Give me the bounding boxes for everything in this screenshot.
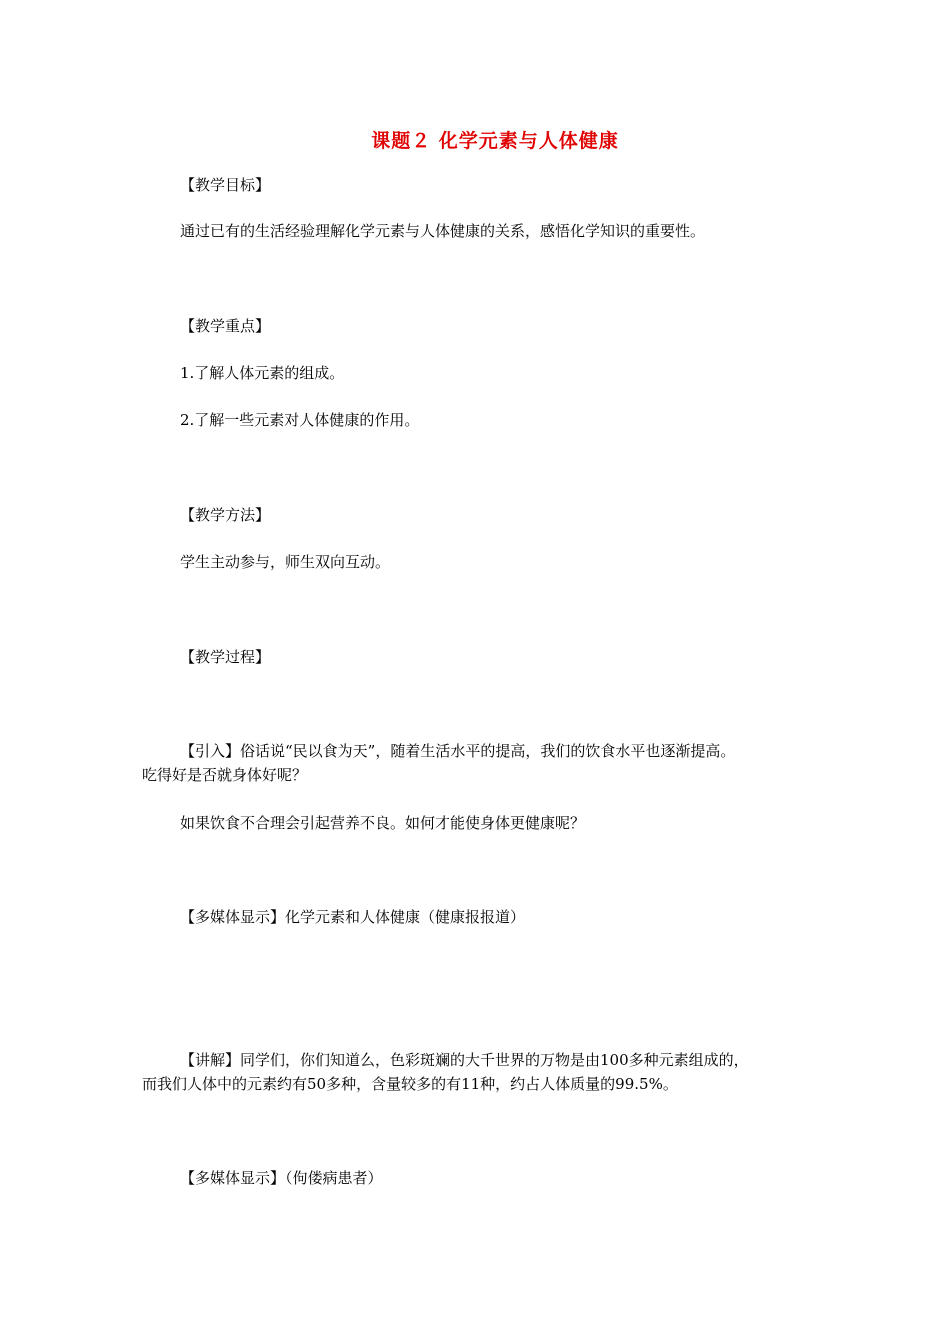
heading-process: 【教学过程】 bbox=[180, 648, 271, 666]
methods-text: 学生主动参与，师生双向互动。 bbox=[180, 553, 391, 571]
multimedia-display-2: 【多媒体显示】（佝偻病患者） bbox=[180, 1169, 383, 1187]
multimedia-display-1: 【多媒体显示】化学元素和人体健康（健康报报道） bbox=[180, 908, 526, 926]
explanation-line1: 【讲解】同学们，你们知道么，色彩斑斓的大千世界的万物是由100多种元素组成的， bbox=[180, 1051, 749, 1069]
explanation-line2: 而我们人体中的元素约有50多种，含量较多的有11种，约占人体质量的99.5%。 bbox=[142, 1075, 678, 1093]
objectives-text: 通过已有的生活经验理解化学元素与人体健康的关系，感悟化学知识的重要性。 bbox=[180, 222, 706, 240]
key-point-1: 1.了解人体元素的组成。 bbox=[180, 364, 345, 382]
intro-paragraph-line1: 【引入】俗话说“民以食为天”，随着生活水平的提高，我们的饮食水平也逐渐提高。 bbox=[180, 742, 736, 760]
document-title: 课题２ 化学元素与人体健康 bbox=[371, 130, 619, 152]
heading-objectives: 【教学目标】 bbox=[180, 176, 271, 194]
heading-key-points: 【教学重点】 bbox=[180, 317, 271, 335]
intro-paragraph-line2: 吃得好是否就身体好呢？ bbox=[142, 766, 308, 784]
heading-methods: 【教学方法】 bbox=[180, 506, 271, 524]
intro-followup: 如果饮食不合理会引起营养不良。如何才能使身体更健康呢？ bbox=[180, 814, 586, 832]
key-point-2: 2.了解一些元素对人体健康的作用。 bbox=[180, 411, 420, 429]
